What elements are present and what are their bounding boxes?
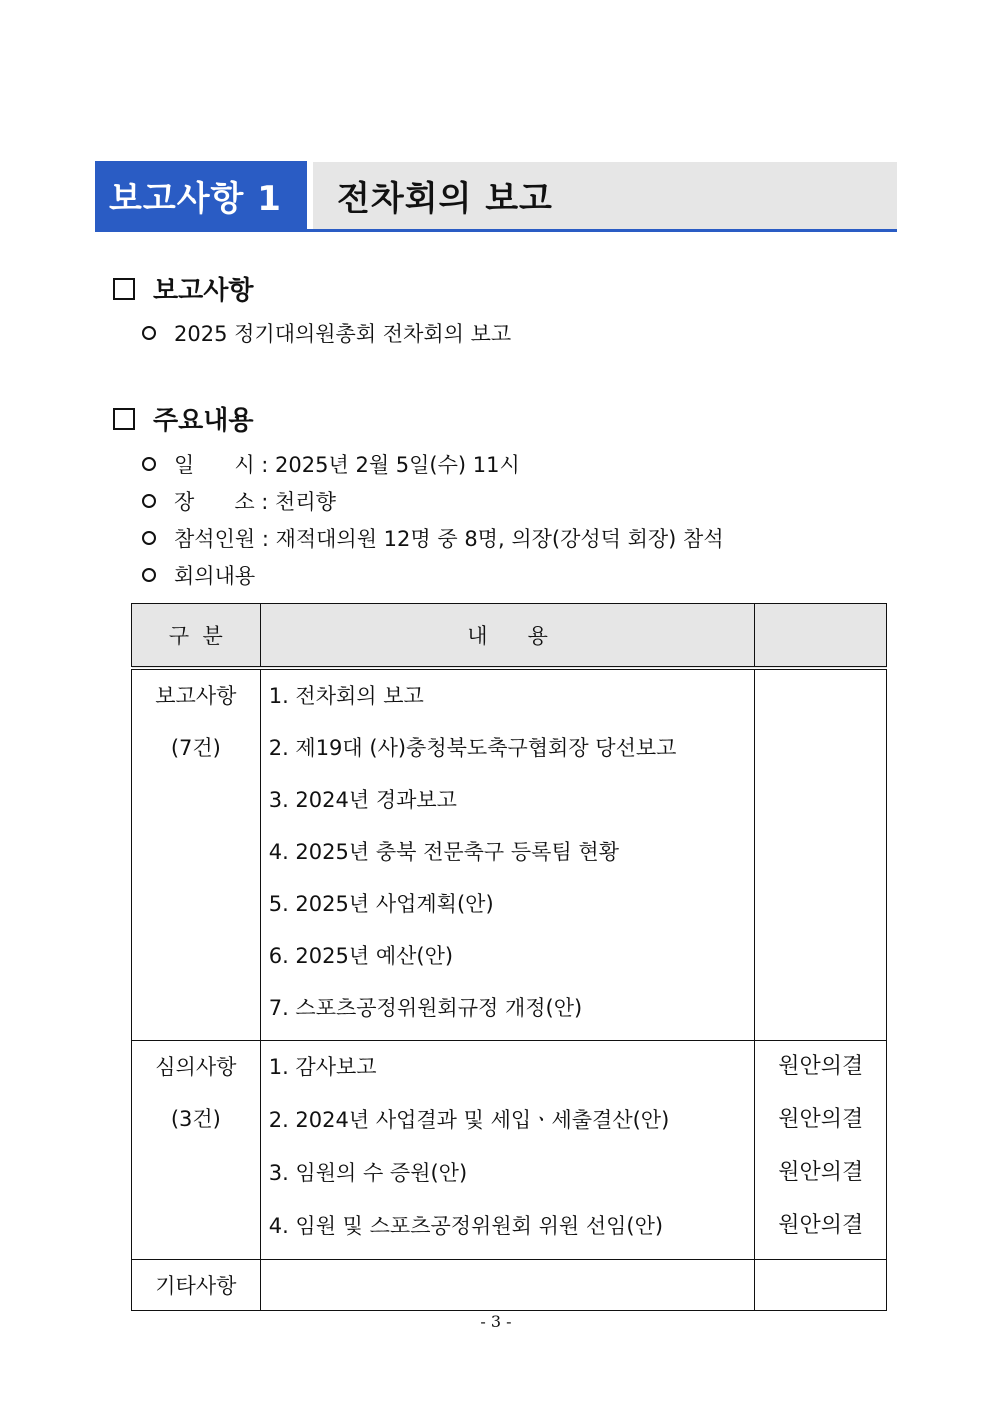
col-header-category: 구 분 — [132, 604, 261, 669]
section-heading-main — [113, 400, 253, 437]
result-cell — [755, 1041, 887, 1260]
report-tag: 보고사항 1 — [95, 161, 307, 229]
report-title: 전차회의 보고 — [313, 162, 897, 229]
list-item: 3. 임원의 수 증원(안) — [268, 1161, 468, 1185]
category-cell — [132, 1041, 261, 1260]
table-header-row — [132, 604, 887, 669]
report-header — [95, 161, 897, 232]
bullet-item — [142, 560, 255, 590]
bullet-text: 참석인원 : 재적대의원 12명 중 8명, 의장(강성덕 회장) 참석 — [174, 527, 724, 551]
list-item: 1. 전차회의 보고 — [268, 684, 424, 708]
category-label: 기타사항 — [155, 1274, 237, 1298]
list-item: 2. 2024년 사업결과 및 세입ㆍ세출결산(안) — [268, 1108, 670, 1132]
meeting-table — [131, 603, 887, 1311]
result-value: 원안의결 — [778, 1107, 864, 1132]
result-cell — [755, 1260, 887, 1311]
header-rule — [95, 229, 897, 232]
list-item: 6. 2025년 예산(안) — [268, 944, 454, 968]
bullet-text: 회의내용 — [174, 564, 256, 588]
category-cell — [132, 1260, 261, 1311]
section-heading-text: 주요내용 — [153, 406, 254, 436]
list-item: 4. 2025년 충북 전문축구 등록팀 현황 — [268, 840, 619, 864]
category-count: (7건) — [170, 736, 221, 760]
bullet-item — [142, 523, 724, 553]
result-value: 원안의결 — [778, 1054, 864, 1079]
result-cell — [755, 668, 887, 1041]
list-item: 1. 감사보고 — [268, 1055, 377, 1079]
circle-bullet-icon — [142, 568, 156, 582]
items-cell — [260, 668, 755, 1041]
category-label: 보고사항 — [155, 684, 237, 708]
items-cell — [260, 1260, 755, 1311]
category-cell — [132, 668, 261, 1041]
col-header-content: 내 용 — [260, 604, 755, 669]
category-label: 심의사항 — [155, 1055, 237, 1079]
list-item: 2. 제19대 (사)충청북도축구협회장 당선보고 — [268, 736, 677, 760]
page-number: - 3 - — [480, 1312, 512, 1331]
section-heading-text: 보고사항 — [153, 276, 254, 306]
square-icon — [113, 278, 135, 300]
result-value: 원안의결 — [778, 1213, 864, 1238]
bullet-item — [142, 318, 511, 348]
square-icon — [113, 408, 135, 430]
circle-bullet-icon — [142, 326, 156, 340]
list-item: 7. 스포츠공정위원회규정 개정(안) — [268, 996, 583, 1020]
bullet-item — [142, 449, 520, 479]
bullet-text: 장 소 : 천리향 — [174, 490, 336, 514]
bullet-text: 일 시 : 2025년 2월 5일(수) 11시 — [174, 453, 520, 477]
circle-bullet-icon — [142, 457, 156, 471]
list-item: 5. 2025년 사업계획(안) — [268, 892, 494, 916]
list-item: 4. 임원 및 스포츠공정위원회 위원 선임(안) — [268, 1214, 664, 1238]
result-value: 원안의결 — [778, 1160, 864, 1185]
table-row — [132, 668, 887, 1041]
bullet-item — [142, 486, 336, 516]
list-item: 3. 2024년 경과보고 — [268, 788, 457, 812]
items-cell — [260, 1041, 755, 1260]
category-count: (3건) — [170, 1107, 221, 1131]
section-heading-report — [113, 270, 253, 307]
table-row — [132, 1041, 887, 1260]
table-row — [132, 1260, 887, 1311]
circle-bullet-icon — [142, 494, 156, 508]
circle-bullet-icon — [142, 531, 156, 545]
bullet-text: 2025 정기대의원총회 전차회의 보고 — [174, 322, 512, 346]
col-header-result — [755, 604, 887, 669]
